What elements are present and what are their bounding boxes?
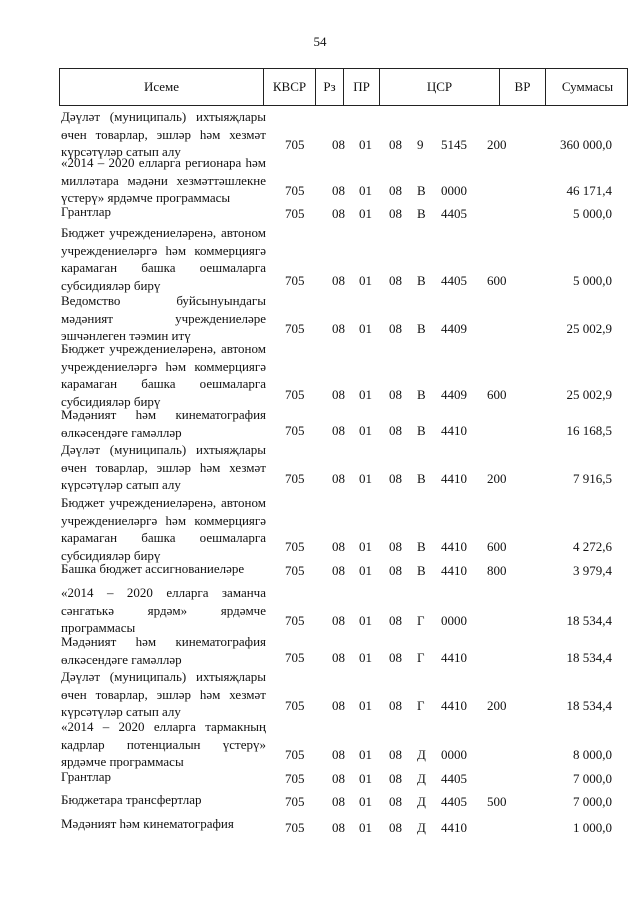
col-header-kvsr: КВСР: [264, 69, 316, 105]
row-name: Бюджетара трансфертлар: [61, 792, 202, 807]
row-csr-part2: Д: [417, 820, 426, 835]
row-csr-part1: 08: [389, 137, 402, 152]
row-kvsr: 705: [285, 747, 305, 762]
col-header-name: Исеме: [60, 69, 264, 105]
row-csr-part2: Д: [417, 794, 426, 809]
row-rz: 08: [332, 650, 345, 665]
table-row: [59, 668, 628, 719]
row-kvsr: 705: [285, 613, 305, 628]
row-sum: 7 000,0: [573, 771, 612, 786]
row-rz: 08: [332, 183, 345, 198]
row-rz: 08: [332, 423, 345, 438]
row-rz: 08: [332, 273, 345, 288]
row-pr: 01: [359, 563, 372, 578]
row-csr-part2: В: [417, 471, 426, 486]
row-kvsr: 705: [285, 771, 305, 786]
row-pr: 01: [359, 423, 372, 438]
row-pr: 01: [359, 321, 372, 336]
row-name: Мәдәният һәм кинематография: [61, 816, 234, 831]
row-csr-part1: 08: [389, 387, 402, 402]
row-csr-part1: 08: [389, 183, 402, 198]
row-name: Башка бюджет ассигнованиеләре: [61, 561, 245, 576]
row-csr-part3: 4410: [441, 820, 467, 835]
row-sum: 18 534,4: [566, 650, 612, 665]
table-row: [59, 718, 628, 769]
row-csr-part1: 08: [389, 820, 402, 835]
row-csr-part1: 08: [389, 539, 402, 554]
row-csr-part3: 4405: [441, 206, 467, 221]
row-kvsr: 705: [285, 273, 305, 288]
row-pr: 01: [359, 771, 372, 786]
row-csr-part1: 08: [389, 613, 402, 628]
col-header-sum: Суммасы: [561, 79, 614, 94]
row-csr-part3: 4410: [441, 423, 467, 438]
row-kvsr: 705: [285, 539, 305, 554]
row-csr-part3: 4405: [441, 794, 467, 809]
row-name: Ведомство буйсынуындагы мәдәният учреждениеләре эшчәнлеген тәэмин итү: [61, 293, 266, 343]
row-sum: 1 000,0: [573, 820, 612, 835]
row-csr-part1: 08: [389, 321, 402, 336]
row-csr-part3: 5145: [441, 137, 467, 152]
col-header-rz: Рз: [316, 69, 344, 105]
col-header-csr: ЦСР: [380, 69, 500, 105]
row-pr: 01: [359, 206, 372, 221]
table-header: [59, 68, 628, 106]
row-csr-part3: 4409: [441, 321, 467, 336]
row-kvsr: 705: [285, 820, 305, 835]
row-pr: 01: [359, 273, 372, 288]
row-name: Дәүләт (муниципаль) ихтыяҗлары өчен товарлар, эшләр һәм хезмәт күрсәтүләр сатып алу: [61, 442, 266, 492]
row-name: Бюджет учреждениеләренә, автоном учреждениеләргә һәм коммерциягә карамаган башка оешмаларга субсидияләр бирү: [61, 341, 266, 409]
row-sum: 18 534,4: [566, 613, 612, 628]
row-sum: 4 272,6: [573, 539, 612, 554]
row-csr-part1: 08: [389, 747, 402, 762]
row-sum: 7 916,5: [573, 471, 612, 486]
row-csr-part1: 08: [389, 650, 402, 665]
row-csr-part3: 4410: [441, 563, 467, 578]
row-csr-part2: 9: [417, 137, 424, 152]
row-csr-part2: В: [417, 539, 426, 554]
row-vr: 500: [487, 794, 507, 809]
col-header-pr: ПР: [344, 69, 380, 105]
row-name: Грантлар: [61, 769, 112, 784]
row-pr: 01: [359, 820, 372, 835]
row-name: Дәүләт (муниципаль) ихтыяҗлары өчен товарлар, эшләр һәм хезмәт күрсәтүләр сатып алу: [61, 109, 266, 159]
row-csr-part3: 4410: [441, 471, 467, 486]
row-rz: 08: [332, 563, 345, 578]
row-pr: 01: [359, 471, 372, 486]
row-kvsr: 705: [285, 471, 305, 486]
row-sum: 18 534,4: [566, 698, 612, 713]
row-kvsr: 705: [285, 137, 305, 152]
row-csr-part1: 08: [389, 471, 402, 486]
row-csr-part2: В: [417, 273, 426, 288]
table-row: [59, 815, 628, 835]
row-csr-part3: 4405: [441, 273, 467, 288]
row-pr: 01: [359, 183, 372, 198]
row-pr: 01: [359, 613, 372, 628]
row-sum: 25 002,9: [566, 321, 612, 336]
row-csr-part3: 4410: [441, 539, 467, 554]
table-row: [59, 108, 628, 159]
table-row: [59, 441, 628, 492]
row-csr-part2: В: [417, 563, 426, 578]
row-pr: 01: [359, 650, 372, 665]
row-csr-part3: 4410: [441, 650, 467, 665]
row-kvsr: 705: [285, 387, 305, 402]
table-row: [59, 791, 628, 809]
row-csr-part2: В: [417, 423, 426, 438]
row-vr: 600: [487, 273, 507, 288]
row-name: Дәүләт (муниципаль) ихтыяҗлары өчен товарлар, эшләр һәм хезмәт күрсәтүләр сатып алу: [61, 669, 266, 719]
row-vr: 200: [487, 137, 507, 152]
row-kvsr: 705: [285, 321, 305, 336]
table-row: [59, 340, 628, 409]
row-sum: 5 000,0: [573, 273, 612, 288]
row-rz: 08: [332, 206, 345, 221]
row-rz: 08: [332, 698, 345, 713]
row-csr-part3: 4410: [441, 698, 467, 713]
row-csr-part2: Д: [417, 771, 426, 786]
table-row: [59, 768, 628, 786]
table-row: [59, 560, 628, 578]
row-sum: 5 000,0: [573, 206, 612, 221]
row-vr: 200: [487, 698, 507, 713]
row-sum: 16 168,5: [566, 423, 612, 438]
row-rz: 08: [332, 747, 345, 762]
row-csr-part2: В: [417, 387, 426, 402]
row-csr-part3: 0000: [441, 613, 467, 628]
row-vr: 800: [487, 563, 507, 578]
row-sum: 3 979,4: [573, 563, 612, 578]
table-row: [59, 203, 628, 221]
row-csr-part1: 08: [389, 794, 402, 809]
row-rz: 08: [332, 771, 345, 786]
row-pr: 01: [359, 747, 372, 762]
row-csr-part2: Г: [417, 698, 425, 713]
row-pr: 01: [359, 387, 372, 402]
row-name: Грантлар: [61, 204, 112, 219]
row-name: «2014 – 2020 елларга заманча сәнгатькә ярдәм» ярдәмче программасы: [61, 585, 266, 635]
table-row: [59, 154, 628, 205]
row-csr-part2: Д: [417, 747, 426, 762]
row-name: «2014 – 2020 елларга тармакның кадрлар потенциалын үстерү» ярдәмче программасы: [61, 719, 266, 769]
row-rz: 08: [332, 794, 345, 809]
row-csr-part1: 08: [389, 563, 402, 578]
row-kvsr: 705: [285, 183, 305, 198]
row-csr-part2: В: [417, 183, 426, 198]
row-name: Мәдәният һәм кинематография өлкәсендәге гамәлләр: [61, 407, 266, 440]
table-row: [59, 224, 628, 293]
table-row: [59, 494, 628, 563]
row-csr-part1: 08: [389, 423, 402, 438]
table-row: [59, 292, 628, 343]
col-header-vr: ВР: [500, 69, 546, 105]
row-csr-part1: 08: [389, 273, 402, 288]
row-csr-part1: 08: [389, 698, 402, 713]
table-row: [59, 633, 628, 665]
row-sum: 8 000,0: [573, 747, 612, 762]
row-kvsr: 705: [285, 206, 305, 221]
row-csr-part3: 4405: [441, 771, 467, 786]
row-csr-part3: 0000: [441, 747, 467, 762]
row-sum: 46 171,4: [566, 183, 612, 198]
row-csr-part3: 0000: [441, 183, 467, 198]
row-csr-part1: 08: [389, 206, 402, 221]
row-rz: 08: [332, 613, 345, 628]
row-vr: 600: [487, 539, 507, 554]
row-pr: 01: [359, 698, 372, 713]
row-name: Бюджет учреждениеләренә, автоном учреждениеләргә һәм коммерциягә карамаган башка оешмаларга субсидияләр бирү: [61, 495, 266, 563]
row-vr: 600: [487, 387, 507, 402]
row-rz: 08: [332, 321, 345, 336]
row-rz: 08: [332, 471, 345, 486]
row-sum: 360 000,0: [560, 137, 612, 152]
row-vr: 200: [487, 471, 507, 486]
row-csr-part1: 08: [389, 771, 402, 786]
row-kvsr: 705: [285, 423, 305, 438]
row-rz: 08: [332, 387, 345, 402]
row-kvsr: 705: [285, 650, 305, 665]
row-kvsr: 705: [285, 794, 305, 809]
row-sum: 25 002,9: [566, 387, 612, 402]
table-row: [59, 584, 628, 635]
row-sum: 7 000,0: [573, 794, 612, 809]
row-rz: 08: [332, 539, 345, 554]
row-kvsr: 705: [285, 563, 305, 578]
row-name: «2014 – 2020 елларга регионара һәм милләтара мәдәни хезмәттәшлекне үстерү» ярдәмче программасы: [61, 155, 266, 205]
row-name: Мәдәният һәм кинематография өлкәсендәге гамәлләр: [61, 634, 266, 667]
table-row: [59, 406, 628, 438]
page-number: 54: [313, 34, 327, 49]
row-kvsr: 705: [285, 698, 305, 713]
row-csr-part2: Г: [417, 650, 425, 665]
row-csr-part2: В: [417, 206, 426, 221]
row-csr-part2: В: [417, 321, 426, 336]
row-csr-part2: Г: [417, 613, 425, 628]
row-name: Бюджет учреждениеләренә, автоном учреждениеләргә һәм коммерциягә карамаган башка оешмаларга субсидияләр бирү: [61, 225, 266, 293]
row-pr: 01: [359, 137, 372, 152]
row-pr: 01: [359, 794, 372, 809]
row-csr-part3: 4409: [441, 387, 467, 402]
row-rz: 08: [332, 137, 345, 152]
row-rz: 08: [332, 820, 345, 835]
row-pr: 01: [359, 539, 372, 554]
